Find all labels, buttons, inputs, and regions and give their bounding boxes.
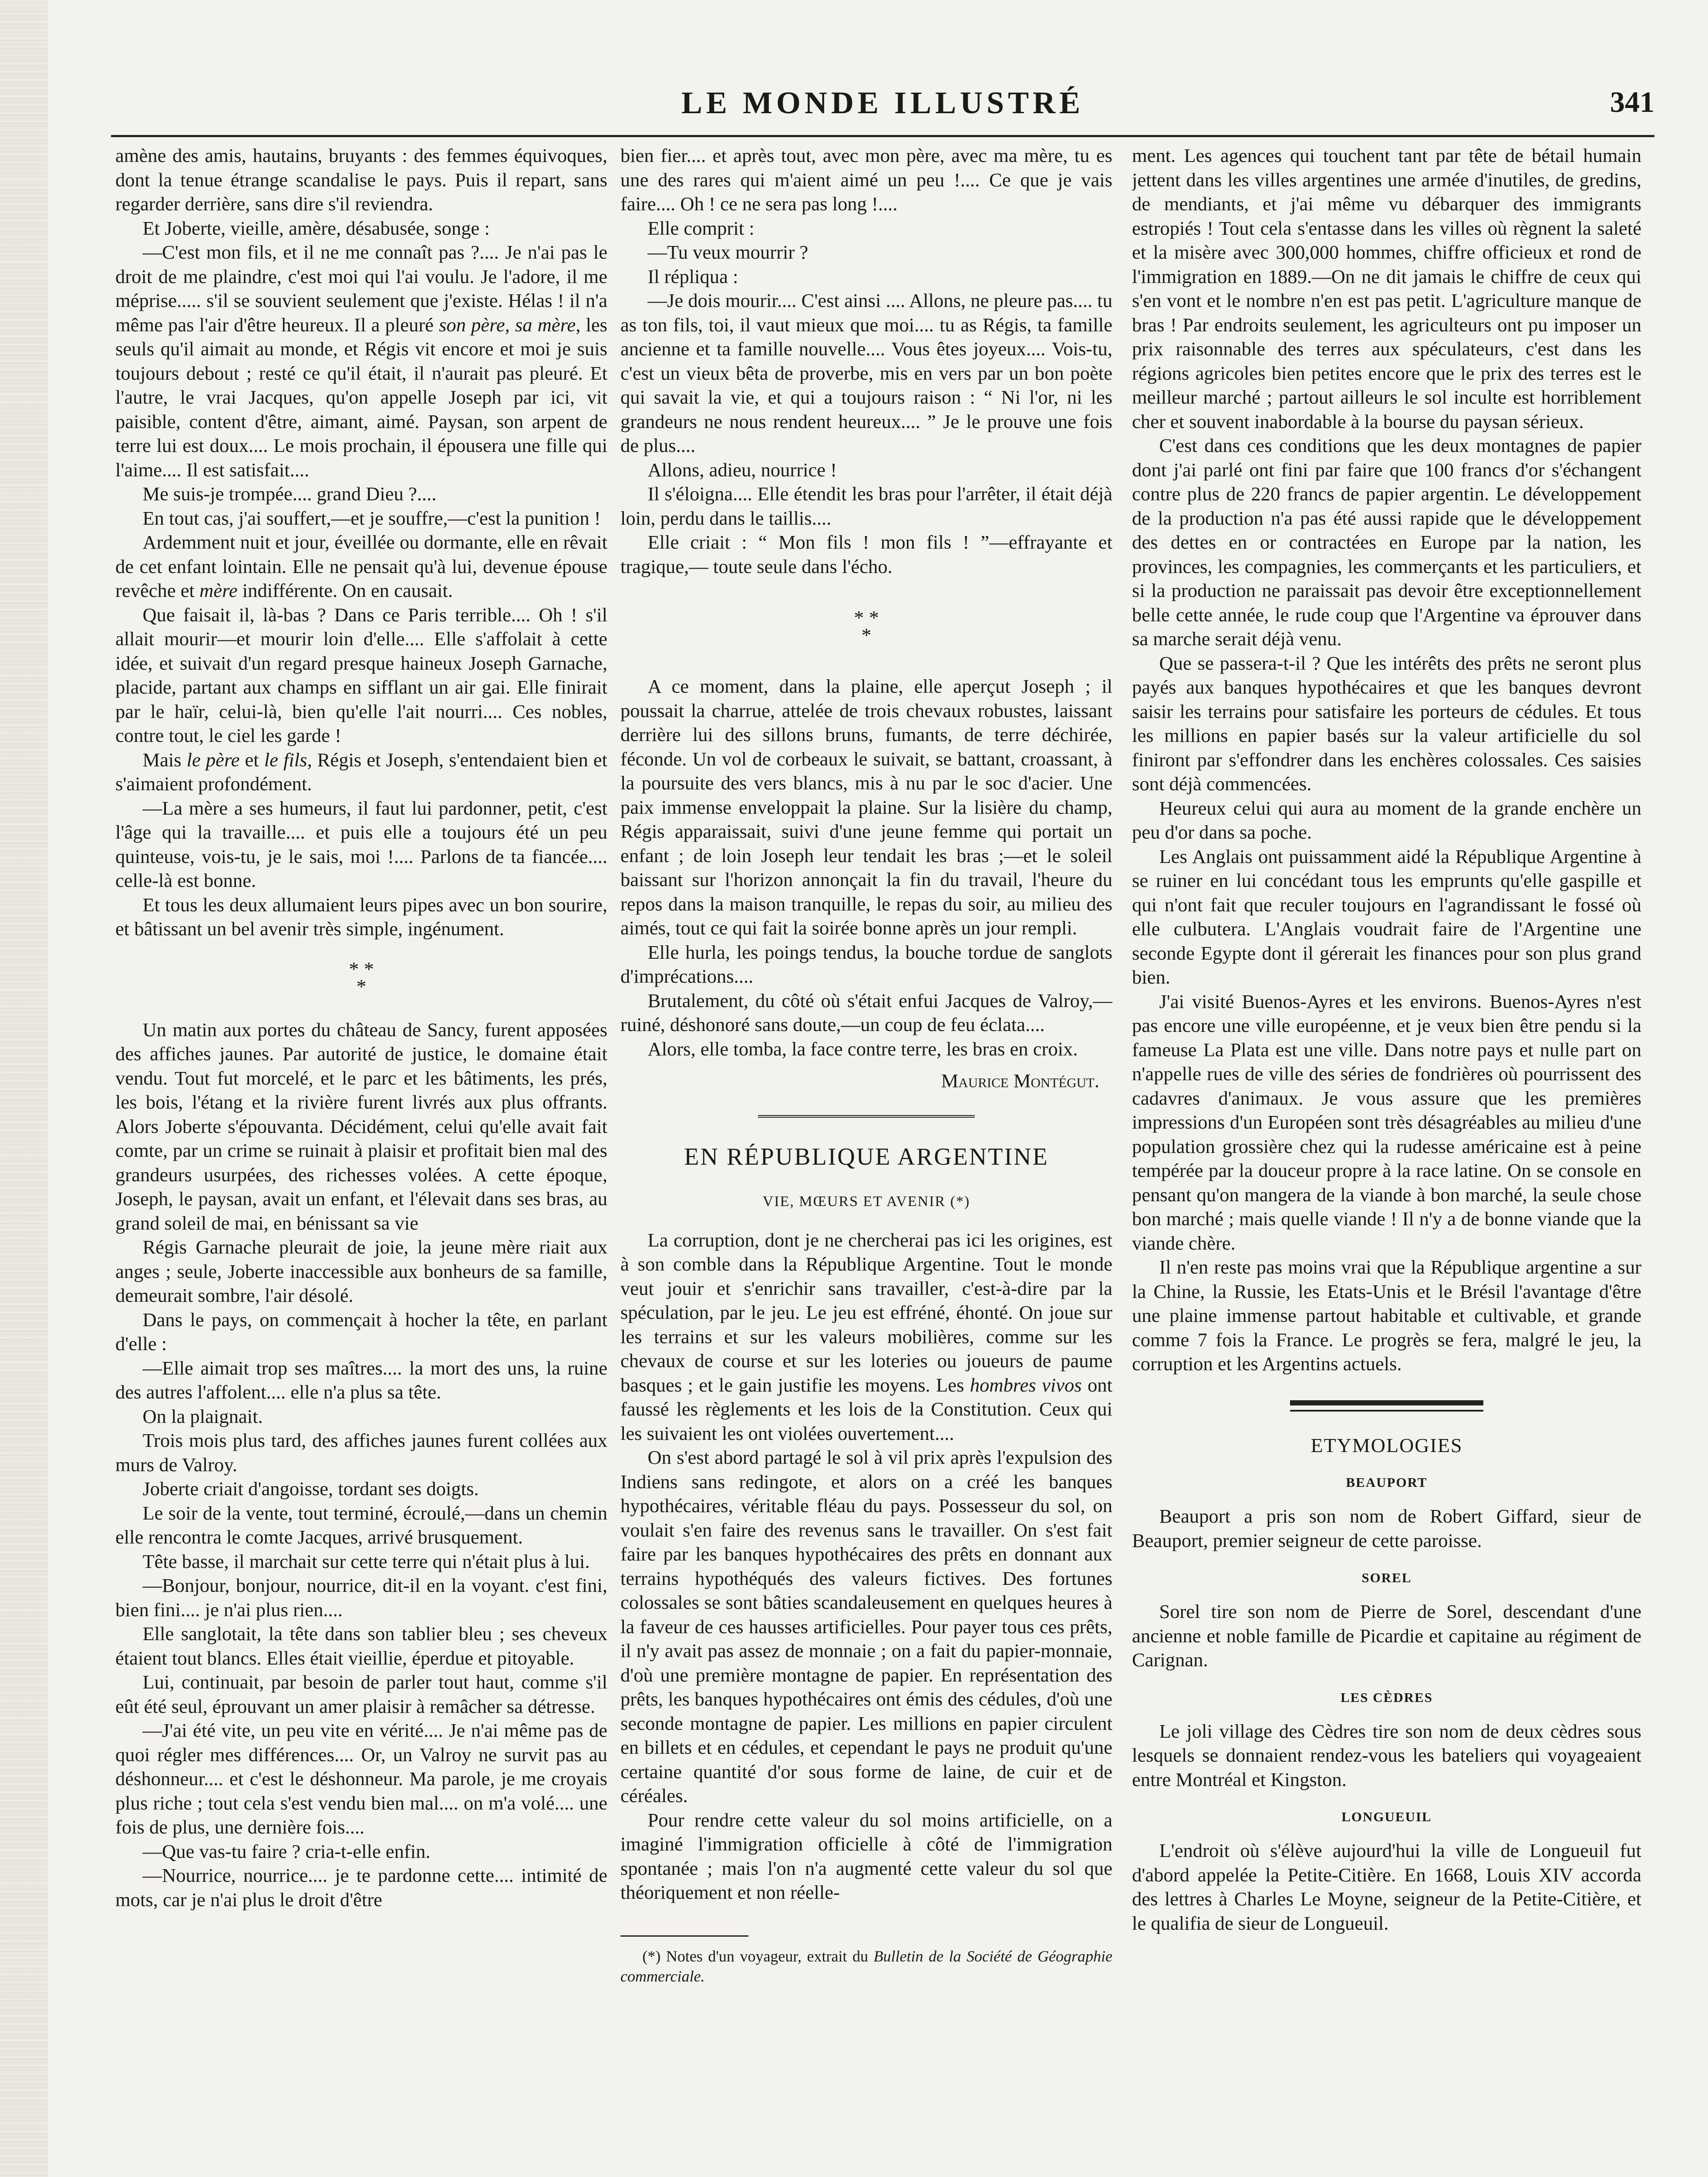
page-number: 341 xyxy=(1610,85,1654,118)
page-header xyxy=(111,85,1654,124)
paragraph: Il répliqua : xyxy=(647,265,738,287)
paragraph: On s'est abord partagé le sol à vil prix après l'expulsion des Indiens sans redingote, et alors on a créé les banques hypothécaires, véritable fléau du pays. Possesseur du sol, on voulait s'en faire des revenus sans le travailler. On s'est fait faire par les banques hypothécaires des prêts en donnant aux terrains hypothéqués des valeurs fictives. Des fortunes colossales se sont bâties scandaleusement en quelques heures à la faveur de ces hausses artificielles. Pour payer tous ces prêts, il n'y avait pas assez de monnaie ; on a fait du papier-monnaie, d'où une première montagne de papier. En représentation des prêts, les banques hypothécaires ont émis des cédules, d'où une seconde montagne de papier. Les millions en papier circulent en billets et en cédules, et cependant le pays ne produit qu'une certaine quantité d'or sous forme de laine, de cuir et de céréales. xyxy=(620,1446,1112,1806)
paragraph: Pour rendre cette valeur du sol moins artificielle, on a imaginé l'immigration officielle à côté de l'immigration spontanée ; mais l'on n'a augmenté cette valeur du sol que théoriquement et non réelle- xyxy=(620,1809,1112,1903)
paragraph: Mais le père et le fils, Régis et Joseph, s'entendaient bien et s'aimaient profondément. xyxy=(115,748,607,795)
section-divider-thin xyxy=(1290,1410,1484,1412)
paragraph: Le soir de la vente, tout terminé, écroulé,—dans un chemin elle rencontra le comte Jacques, arrivé brusquement. xyxy=(115,1502,607,1548)
paragraph: J'ai visité Buenos-Ayres et les environs. Buenos-Ayres n'est pas encore une ville européenne, et je veux bien être pendu si la fameuse La Plata est une ville. Dans notre pays et nulle part on n'appelle rues de ville des séries de fondrières où pourrissent des cadavres d'animaux. Je vous assure que les premières impressions d'un Européen sont très désagréables au milieu d'une population grossière chez qui la rudesse américaine est à peine tempérée par la douceur propre à la race latine. On se console en pensant qu'on mangera de la viande à bon marché, la seule chose bon marché ; mais quelle viande ! Il n'y a de bonne viande que la viande chère. xyxy=(1132,990,1641,1254)
paragraph: ment. Les agences qui touchent tant par tête de bétail humain jettent dans les villes argentines une armée d'inutiles, de gredins, de mendiants, et j'ai même vu débarquer des immigrants estropiés ! Tout cela s'entasse dans les villes où règnent la saleté et la misère avec 300,000 hommes, chiffre officieux et rond de l'immigration en 1889.—On ne dit jamais le chiffre de ceux qui s'en vont et le nombre n'en est pas petit. L'agriculture manque de bras ! Par endroits seulement, les agriculteurs ont pu imposer un prix raisonnable des terres aux spéculateurs, c'est dans les régions agricoles bien petites encore que le prix des terres est le meilleur marché ; partout ailleurs le sol inculte est horriblement cher et souvent inabordable à la bourse du paysan sérieux. xyxy=(1132,145,1641,432)
paragraph: Allons, adieu, nourrice ! xyxy=(647,458,837,481)
paragraph: Alors, elle tomba, la face contre terre, les bras en croix. xyxy=(647,1038,1078,1060)
paragraph: —Nourrice, nourrice.... je te pardonne cette.... intimité de mots, car je n'ai plus le droit d'être xyxy=(115,1864,607,1911)
paragraph: Et tous les deux allumaient leurs pipes avec un bon sourire, et bâtissant un bel avenir très simple, ingénument. xyxy=(115,893,607,940)
paragraph: Il n'en reste pas moins vrai que la République argentine a sur la Chine, la Russie, les Etats-Unis et le Brésil l'avantage d'être une plaine immense partout habitable et cultivable, et grande comme 7 fois la France. Le progrès se fera, malgré le jeu, la corruption et les Argentins actuels. xyxy=(1132,1256,1641,1375)
paragraph: —Tu veux mourrir ? xyxy=(647,241,809,263)
footnote-rule xyxy=(620,1935,748,1937)
paragraph: Sorel tire son nom de Pierre de Sorel, descendant d'une ancienne et noble famille de Picardie et capitaine au régiment de Carignan. xyxy=(1132,1601,1641,1671)
column-1 xyxy=(115,144,607,2177)
paragraph: Il s'éloigna.... Elle étendit les bras pour l'arrêter, il était déjà loin, perdu dans le taillis.... xyxy=(620,483,1112,529)
paragraph: Elle hurla, les poings tendus, la bouche tordue de sanglots d'imprécations.... xyxy=(620,941,1112,987)
subheading-les-cedres: LES CÈDRES xyxy=(1340,1689,1433,1705)
author-signature: Maurice Montégut. xyxy=(941,1070,1099,1092)
paragraph: —Je dois mourir.... C'est ainsi .... Allons, ne pleure pas.... tu as ton fils, toi, il vaut mieux que moi.... tu as Régis, ta famille ancienne et ta famille nouvelle.... Vous êtes joyeux.... Vois-tu, c'est un vieux bêta de proverbe, mis en vers par un bon poète qui savait la vie, et qui a toujours raison : “ Ni l'or, ni les grandeurs ne nous rendent heureux.... ” Je le prouve une fois de plus.... xyxy=(620,290,1112,456)
paragraph: —Elle aimait trop ses maîtres.... la mort des uns, la ruine des autres l'affolent.... elle n'a plus sa tête. xyxy=(115,1357,607,1403)
paragraph: Que faisait il, là-bas ? Dans ce Paris terrible.... Oh ! s'il allait mourir—et mourir loin d'elle.... Elle s'affolait à cette idée, et suivait d'un regard presque haineux Joseph Garnache, placide, partant aux champs en sifflant un air gai. Elle finirait par le haïr, celui-là, bien qu'elle l'ait nourri.... Ces nobles, contre tout, le ciel les garde ! xyxy=(115,603,607,746)
paragraph: Me suis-je trompée.... grand Dieu ?.... xyxy=(142,483,437,505)
paragraph: —J'ai été vite, un peu vite en vérité.... Je n'ai même pas de quoi régler mes différences.... Or, un Valroy ne survit pas au déshonneur.... et c'est le déshonneur. Ma parole, je me croyais plus riche ; tout cela s'est vendu bien mal.... on m'a volé.... une fois de plus, une dernière fois.... xyxy=(115,1719,607,1838)
header-rule xyxy=(111,135,1654,137)
subheading-longueuil: LONGUEUIL xyxy=(1341,1809,1432,1824)
paragraph: On la plaignait. xyxy=(142,1405,263,1427)
paragraph: —Bonjour, bonjour, nourrice, dit-il en la voyant. c'est fini, bien fini.... je n'ai plus rien.... xyxy=(115,1574,607,1621)
paragraph: Beauport a pris son nom de Robert Giffard, sieur de Beauport, premier seigneur de cette paroisse. xyxy=(1132,1505,1641,1551)
paragraph: amène des amis, hautains, bruyants : des femmes équivoques, dont la tenue étrange scandalise le pays. Puis il repart, sans regarder derrière, sans dire s'il reviendra. xyxy=(115,145,607,215)
paragraph: Le joli village des Cèdres tire son nom de deux cèdres sous lesquels se donnaient rendez-vous les bateliers qui voyageaient entre Montréal et Kingston. xyxy=(1132,1720,1641,1790)
paragraph: C'est dans ces conditions que les deux montagnes de papier dont j'ai parlé ont fini par faire que 100 francs d'or s'échangent contre plus de 220 francs de papier argentin. Le développement de la production n'a pas été aussi rapide que le développement des dettes en or contractées en Europe par la nation, les provinces, les compagnies, les commerçants et les particuliers, et si la production ne paraissait pas devoir être exceptionnellement belle cette année, le rude coup que l'Argentine va éprouver dans sa marche serait déjà venu. xyxy=(1132,435,1641,650)
paragraph: —Que vas-tu faire ? cria-t-elle enfin. xyxy=(142,1840,431,1862)
section-divider xyxy=(758,1115,974,1118)
paragraph: —C'est mon fils, et il ne me connaît pas ?.... Je n'ai pas le droit de me plaindre, c'est moi qui l'ai voulu. Je l'adore, il me méprise..... s'il se souvient seulement que j'existe. Hélas ! il n'a même pas l'air d'être heureux. Il a pleuré son père, sa mère, les seuls qu'il aimait au monde, et Régis vit encore et moi je suis toujours debout ; resté ce qu'il était, il n'aurait pas pleuré. Et l'autre, le vrai Jacques, qu'on appelle Joseph par ici, vit paisible, content d'être, aimant, aimé. Paysan, son arpent de terre lui est doux.... Le mois prochain, il épousera une fille qui l'aime.... Il est satisfait.... xyxy=(115,241,607,481)
subheading-beauport: BEAUPORT xyxy=(1346,1475,1428,1490)
paragraph: Elle sanglotait, la tête dans son tablier bleu ; ses cheveux étaient tout blancs. Elles était vieillie, éperdue et pitoyable. xyxy=(115,1623,607,1669)
paragraph: Et Joberte, vieille, amère, désabusée, songe : xyxy=(142,217,490,239)
paragraph: Ardemment nuit et jour, éveillée ou dormante, elle en rêvait de cet enfant lointain. Elle ne pensait qu'à lui, devenue épouse revêche et mère indifférente. On en causait. xyxy=(115,531,607,601)
paragraph: L'endroit où s'élève aujourd'hui la ville de Longueuil fut d'abord appelée la Petite-Citière. En 1668, Louis XIV accorda des lettres à Charles Le Moyne, seigneur de la Petite-Citière, et le qualifia de sieur de Longueuil. xyxy=(1132,1840,1641,1934)
paragraph: Heureux celui qui aura au moment de la grande enchère un peu d'or dans sa poche. xyxy=(1132,797,1641,843)
paragraph: Elle comprit : xyxy=(647,217,755,239)
paragraph: —La mère a ses humeurs, il faut lui pardonner, petit, c'est l'âge qui la travaille.... et puis elle a toujours été un peu quinteuse, vois-tu, je le sais, moi !.... Parlons de ta fiancée.... celle-là est bonne. xyxy=(115,797,607,891)
paragraph: Les Anglais ont puissamment aidé la République Argentine à se ruiner en lui concédant tous les emprunts qu'elle gaspille et qui n'ont fait que reculer toujours en l'agrandissant le fossé où elle culbutera. L'Anglais voudrait faire de l'Argentine une seconde Egypte dont il gérerait les finances pour son plus grand bien. xyxy=(1132,845,1641,988)
paragraph: Elle criait : “ Mon fils ! mon fils ! ”—effrayante et tragique,— toute seule dans l'écho. xyxy=(620,531,1112,577)
paragraph: Tête basse, il marchait sur cette terre qui n'était plus à lui. xyxy=(142,1550,590,1572)
page-binding-edge xyxy=(0,0,48,2177)
column-2 xyxy=(620,144,1112,2177)
paragraph: Lui, continuait, par besoin de parler tout haut, comme s'il eût été seul, éprouvant un amer plaisir à remâcher sa détresse. xyxy=(115,1671,607,1717)
asterism-divider: * * * xyxy=(349,957,374,998)
paragraph: Que se passera-t-il ? Que les intérêts des prêts ne seront plus payés aux banques hypothécaires et que les banques devront saisir les terrains pour satisfaire les porteurs de cédules. Et tous les millions en papier basés sur la valeur artificielle du sol finiront par s'effondrer dans les enchères colossales. Ces saisies sont déjà commencées. xyxy=(1132,652,1641,795)
article-title: EN RÉPUBLIQUE ARGENTINE xyxy=(684,1143,1049,1170)
paragraph: Joberte criait d'angoisse, tordant ses doigts. xyxy=(142,1478,479,1500)
etymologies-title: ETYMOLOGIES xyxy=(1310,1434,1463,1456)
paragraph: La corruption, dont je ne chercherai pas ici les origines, est à son comble dans la République Argentine. Tout le monde veut jouir et s'enrichir sans travailler, c'est-à-dire par la spéculation, par le jeu. Le jeu est effréné, éhonté. On joue sur les terrains et sur les valeurs mobilières, comme sur les chevaux de course et sur les loteries ou joueurs de paume basques ; et le gain justifie les moyens. Les hombres vivos ont faussé les règlements et les lois de la Constitution. Ceux qui les suivaient les ont violées ouvertement.... xyxy=(620,1229,1112,1444)
section-divider-thick xyxy=(1290,1400,1484,1405)
paragraph: A ce moment, dans la plaine, elle aperçut Joseph ; il poussait la charrue, attelée de trois chevaux robustes, laissant derrière lui des sillons bruns, fumants, de terre déchirée, féconde. Un vol de corbeaux le suivait, se battant, croassant, à la poursuite des vers blancs, mis à nu par le soc d'acier. Une paix immense enveloppait la plaine. Sur la lisière du champ, Régis apparaissait, suivi d'une jeune femme qui portait un enfant ; de loin Joseph leur tendait les bras ;—et le soleil baissant sur l'horizon annonçait la fin du travail, l'heure du repos dans la maison tranquille, le repas du soir, au milieu des aimés, tout ce qui fait la soirée bonne après un jour rempli. xyxy=(620,675,1112,939)
paragraph: Dans le pays, on commençait à hocher la tête, en parlant d'elle : xyxy=(115,1308,607,1355)
paragraph: Brutalement, du côté où s'était enfui Jacques de Valroy,—ruiné, déshonoré sans doute,—un coup de feu éclata.... xyxy=(620,989,1112,1035)
paragraph: Un matin aux portes du château de Sancy, furent apposées des affiches jaunes. Par autorité de justice, le domaine était vendu. Tout fut morcelé, et le parc et les bâtiments, les prés, les bois, l'étang et la rivière furent livrés aux plus offrants. Alors Joberte s'épouvanta. Décidément, celui qu'elle avait fait comte, par un crime se ruinait à plaisir et profitait bien mal des grandeurs usurpées, des richesses volées. A cette époque, Joseph, le paysan, avait un enfant, et l'élevait dans ses bras, au grand soleil de mai, en bénissant sa vie xyxy=(115,1018,607,1234)
article-subtitle: VIE, MŒURS ET AVENIR (*) xyxy=(762,1193,970,1210)
paragraph: En tout cas, j'ai souffert,—et je souffre,—c'est la punition ! xyxy=(142,507,601,529)
paragraph: Régis Garnache pleurait de joie, la jeune mère riait aux anges ; seule, Joberte inaccessible aux bonheurs de sa famille, demeurait sombre, l'air désolé. xyxy=(115,1236,607,1306)
paragraph: bien fier.... et après tout, avec mon père, avec ma mère, tu es une des rares qui m'aient aimé un peu !.... Ce que je vais faire.... Oh ! ce ne sera pas long !.... xyxy=(620,145,1112,215)
newspaper-title: LE MONDE ILLUSTRÉ xyxy=(681,85,1085,120)
paragraph: Trois mois plus tard, des affiches jaunes furent collées aux murs de Valroy. xyxy=(115,1429,607,1476)
footnote: (*) Notes d'un voyageur, extrait du Bulletin de la Société de Géographie commerciale. xyxy=(620,1947,1112,1985)
column-3 xyxy=(1132,144,1641,2177)
asterism-divider: * * * xyxy=(854,607,879,646)
subheading-sorel: SOREL xyxy=(1361,1570,1412,1585)
